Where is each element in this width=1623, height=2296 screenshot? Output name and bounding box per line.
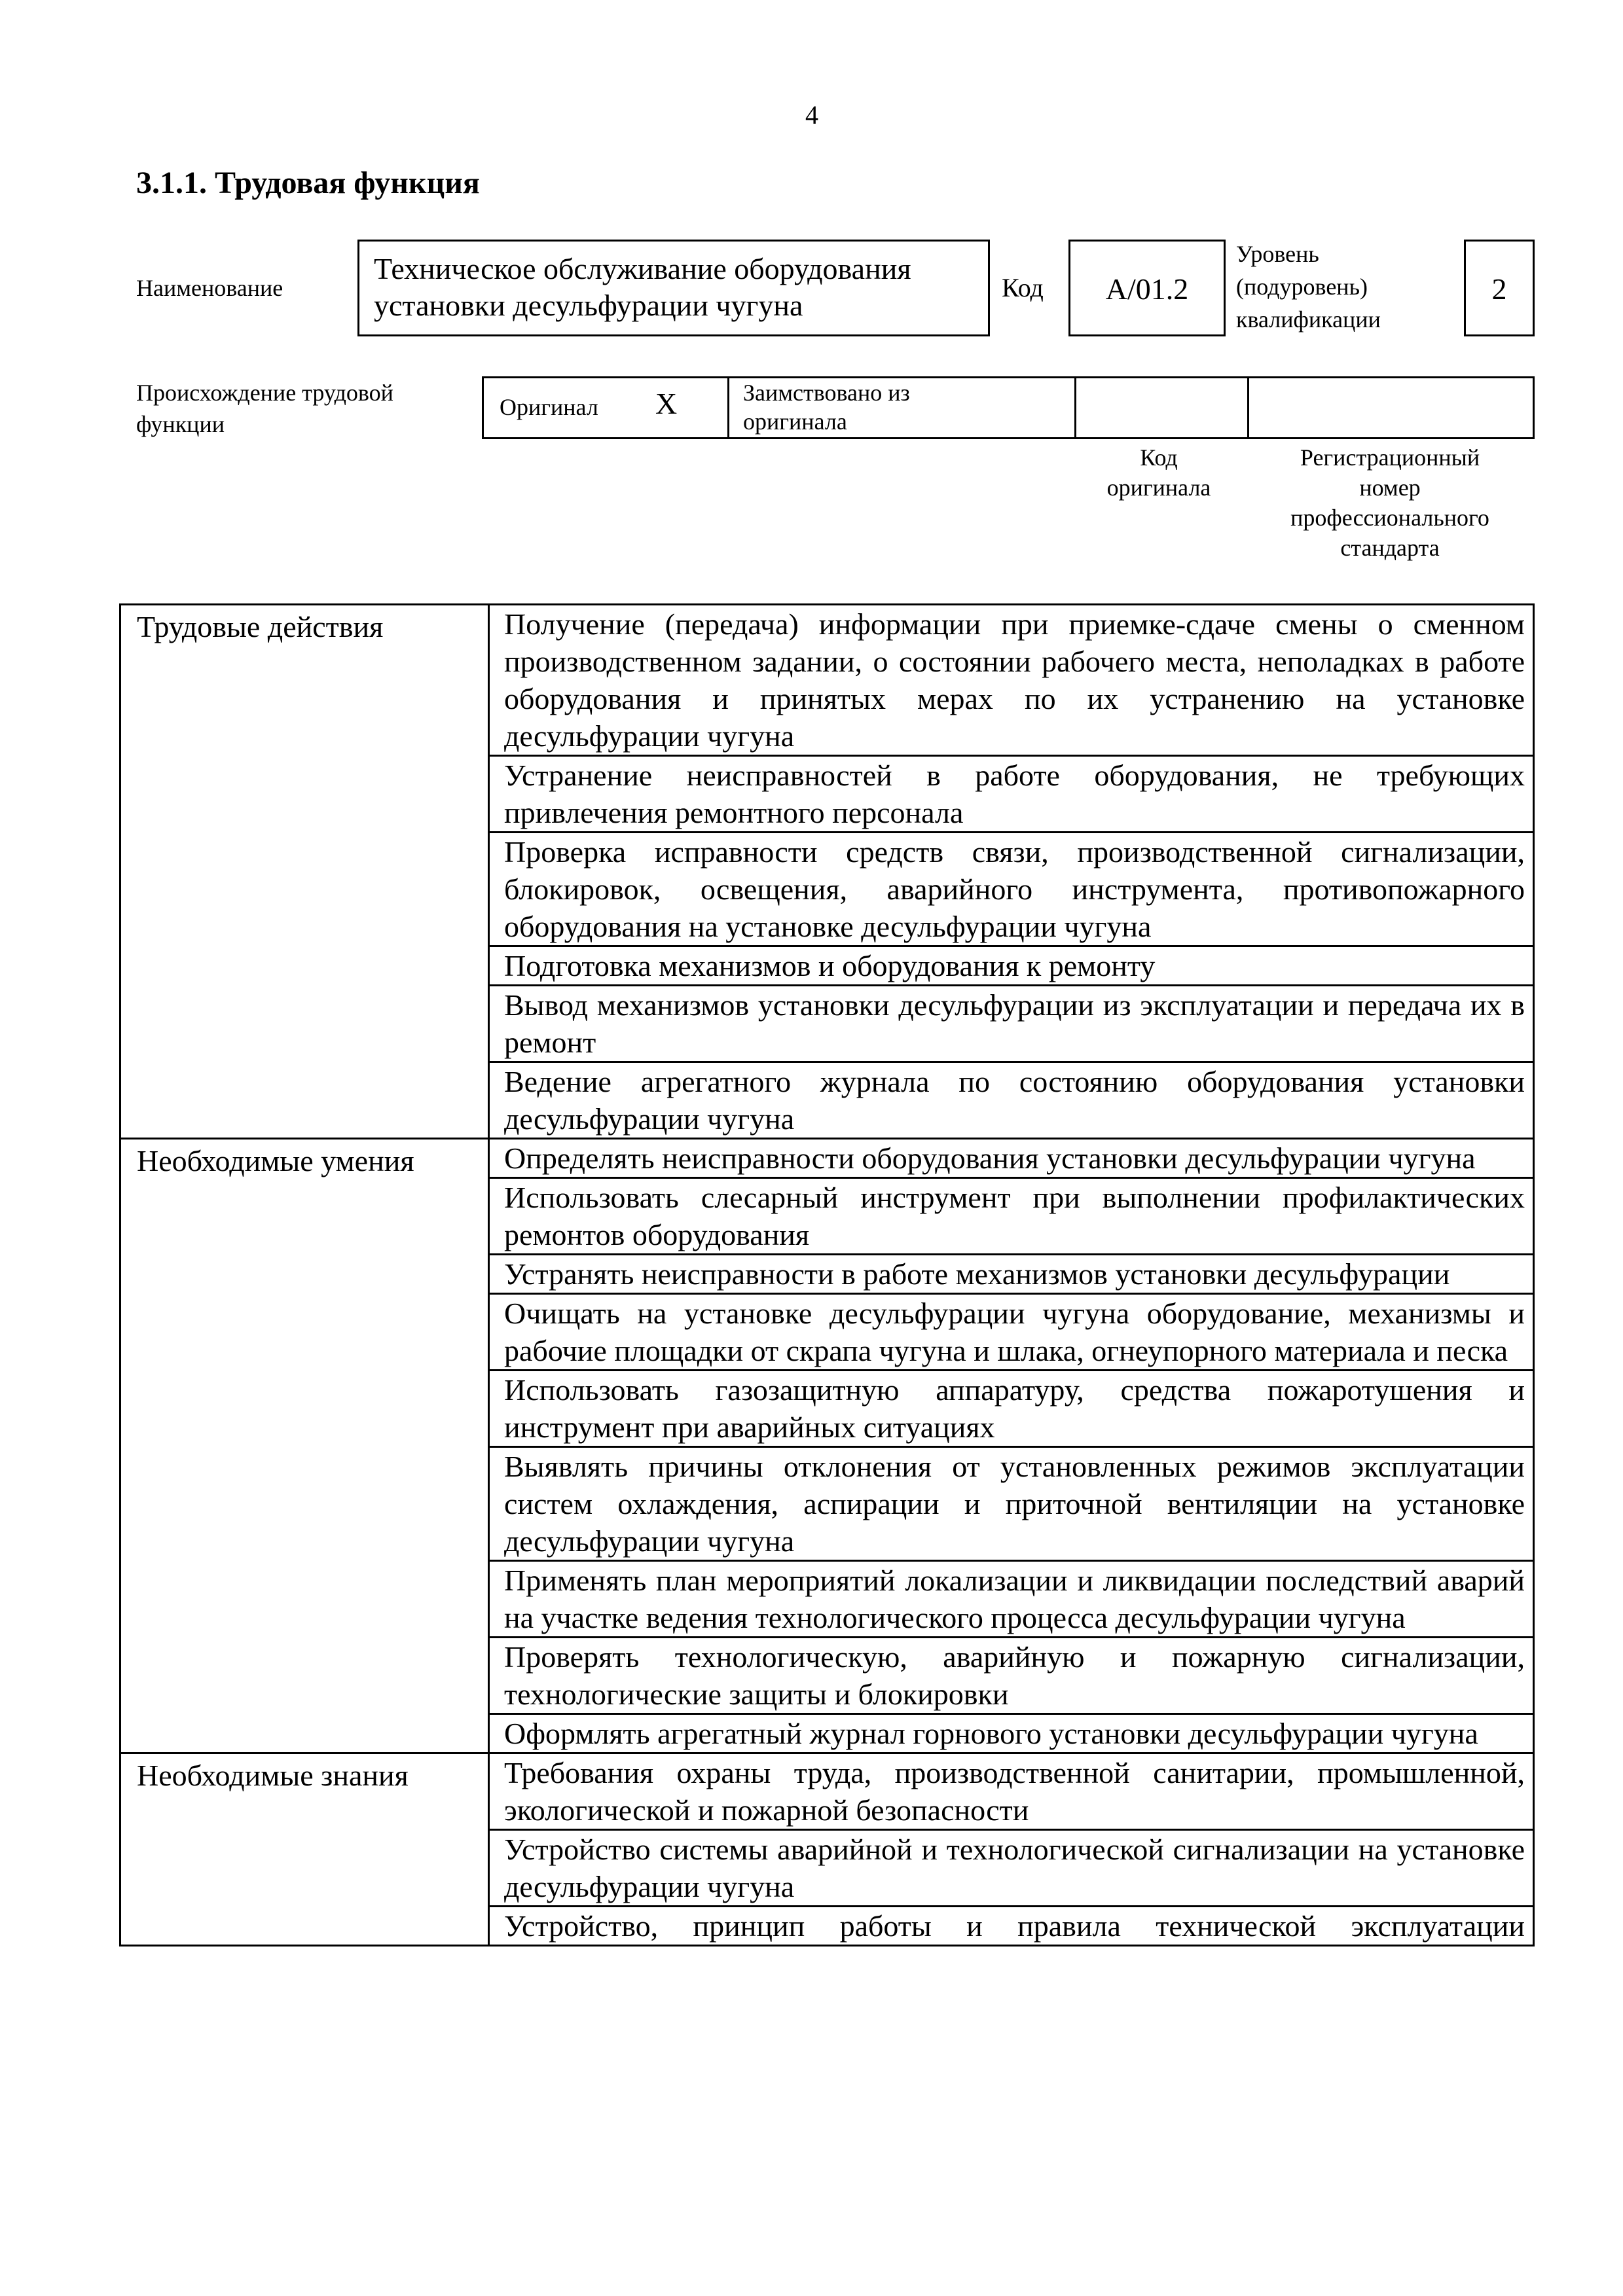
borrowed-line1: Заимствовано из xyxy=(743,380,910,406)
table-row xyxy=(120,1753,1534,1830)
action-item: Ведение агрегатного журнала по состоянию оборудования установки десульфурации чугуна xyxy=(489,1062,1534,1139)
skill-item: Определять неисправности оборудования установки десульфурации чугуна xyxy=(489,1139,1534,1178)
origin-label-line2: функции xyxy=(136,411,225,437)
code-label: Код xyxy=(1002,273,1044,302)
original-mark: X xyxy=(655,387,678,420)
action-item: Проверка исправности средств связи, производственной сигнализации, блокировок, освещения, аварийного инструмента, противопожарного оборудования на установке десульфурации чугуна xyxy=(489,833,1534,946)
reg-caption xyxy=(1245,442,1535,563)
skill-item: Устранять неисправности в работе механизмов установки десульфурации xyxy=(489,1255,1534,1294)
reg-caption-1: Регистрационный xyxy=(1300,444,1480,471)
origin-label-line1: Происхождение трудовой xyxy=(136,380,393,406)
skill-item: Очищать на установке десульфурации чугуна оборудование, механизмы и рабочие площадки от скрапа чугуна и шлака, огнеупорного материала и песка xyxy=(489,1294,1534,1371)
action-item: Получение (передача) информации при приемке-сдаче смены о сменном производственном задании, о состоянии рабочего места, неполадках в работе оборудования и принятых мерах по их устранению на установке десульфурации чугуна xyxy=(489,605,1534,756)
reg-caption-3: профессионального xyxy=(1290,505,1489,531)
section-title: 3.1.1. Трудовая функция xyxy=(136,166,480,200)
level-label-3: квалификации xyxy=(1236,306,1381,332)
level-label-1: Уровень xyxy=(1236,241,1319,267)
level-value-box: 2 xyxy=(1464,240,1535,336)
level-label-2: (подуровень) xyxy=(1236,274,1368,300)
code-orig-caption-1: Код xyxy=(1140,444,1178,471)
action-item: Устранение неисправностей в работе оборудования, не требующих привлечения ремонтного персонала xyxy=(489,756,1534,833)
actions-label: Трудовые действия xyxy=(120,605,489,1139)
skill-item: Оформлять агрегатный журнал горнового установки десульфурации чугуна xyxy=(489,1714,1534,1753)
name-label: Наименование xyxy=(136,275,283,301)
origin-table xyxy=(482,376,1535,439)
code-orig-caption xyxy=(1072,442,1245,503)
knowledge-label: Необходимые знания xyxy=(120,1753,489,1946)
reg-caption-4: стандарта xyxy=(1340,535,1440,561)
knowledge-item: Устройство системы аварийной и технологической сигнализации на установке десульфурации чугуна xyxy=(489,1830,1534,1907)
skill-item: Использовать слесарный инструмент при выполнении профилактических ремонтов оборудования xyxy=(489,1178,1534,1255)
action-item: Вывод механизмов установки десульфурации из эксплуатации и передача их в ремонт xyxy=(489,986,1534,1062)
skills-label: Необходимые умения xyxy=(120,1139,489,1753)
knowledge-item: Устройство, принцип работы и правила технической эксплуатации xyxy=(489,1907,1534,1946)
skill-item: Проверять технологическую, аварийную и пожарную сигнализации, технологические защиты и блокировки xyxy=(489,1638,1534,1714)
code-value-box: A/01.2 xyxy=(1068,240,1226,336)
reg-caption-2: номер xyxy=(1359,475,1421,501)
function-name-box: Техническое обслуживание оборудования установки десульфурации чугуна xyxy=(357,240,990,336)
action-item: Подготовка механизмов и оборудования к ремонту xyxy=(489,946,1534,986)
table-row xyxy=(120,1139,1534,1178)
skill-item: Использовать газозащитную аппаратуру, средства пожаротушения и инструмент при аварийных ситуациях xyxy=(489,1371,1534,1447)
borrowed-line2: оригинала xyxy=(743,408,847,435)
skill-item: Выявлять причины отклонения от установленных режимов эксплуатации систем охлаждения, аспирации и приточной вентиляции на установке десульфурации чугуна xyxy=(489,1447,1534,1561)
labor-function-table xyxy=(119,603,1535,1946)
skill-item: Применять план мероприятий локализации и ликвидации последствий аварий на участке ведения технологического процесса десульфурации чугуна xyxy=(489,1561,1534,1638)
code-orig-caption-2: оригинала xyxy=(1106,475,1211,501)
knowledge-item: Требования охраны труда, производственной санитарии, промышленной, экологической и пожарной безопасности xyxy=(489,1753,1534,1830)
table-row xyxy=(120,605,1534,756)
original-label: Оригинал xyxy=(500,394,598,420)
page-number: 4 xyxy=(805,100,818,130)
